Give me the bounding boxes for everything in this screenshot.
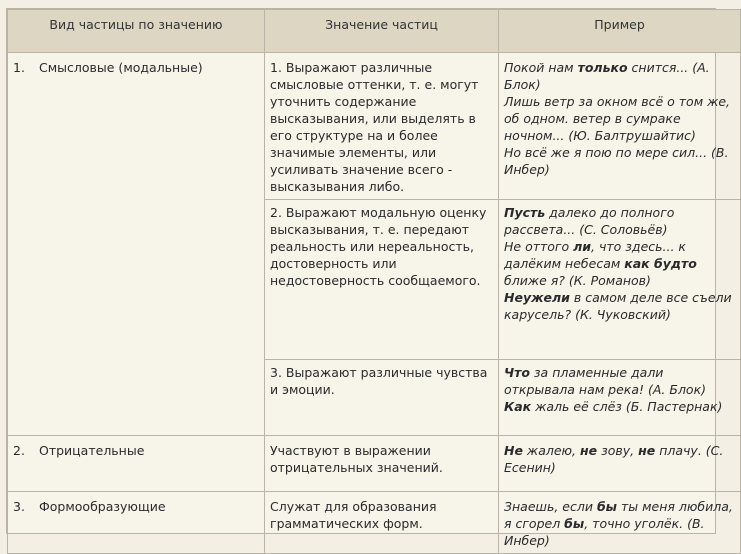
example-cell — [499, 436, 741, 492]
example-text: за пламенные дали открывала нам река! (А. Блок) — [504, 365, 707, 397]
example-text: Покой нам — [504, 60, 578, 75]
header-kind: Вид частицы по значению — [8, 10, 265, 53]
example-text: плачу. (С. Есенин) — [504, 443, 724, 475]
row-number: 1. — [13, 60, 25, 75]
table-header-row — [8, 10, 741, 53]
table-body — [8, 53, 741, 554]
example-text: снится... (А. Блок) — [504, 60, 710, 92]
example-cell — [499, 360, 741, 436]
particle-highlight: Не — [504, 443, 523, 458]
example-text: далеко до полного рассвета... (С. Соловьёв) — [504, 205, 675, 237]
example-text: Лишь ветр за окном всё о том же, об одном. ветер в сумраке ночном... (Ю. Балтрушайтис) — [504, 94, 731, 143]
row-number: 3. — [13, 499, 25, 514]
example-text: жаль её слёз (Б. Пастернак) — [531, 399, 723, 414]
meaning-cell: Участвуют в выражении отрицательных значений. — [265, 436, 499, 492]
example-cell — [499, 53, 741, 200]
kind-cell — [8, 436, 265, 492]
kind-cell — [8, 492, 265, 554]
kind-label: Отрицательные — [39, 443, 145, 458]
kind-label: Смысловые (модальные) — [39, 60, 203, 75]
header-example: Пример — [499, 10, 741, 53]
meaning-cell: 1. Выражают различные смысловые оттенки, т. е. могут уточнить содержание высказывания, или выделять в его структуре на и более значимые элементы, или усиливать значение всего - высказывания либо. — [265, 53, 499, 200]
example-text: зову, — [597, 443, 639, 458]
meaning-cell: 2. Выражают модальную оценку высказывания, т. е. передают реальность или нереальность, достоверность или недостоверность сообщаемого. — [265, 200, 499, 360]
header-meaning: Значение частиц — [265, 10, 499, 53]
example-text: , что здесь... к далёким небесам — [504, 239, 686, 271]
particle-highlight: не — [638, 443, 656, 458]
example-text: жалею, — [522, 443, 580, 458]
example-text: ближе я? (К. Романов) — [504, 273, 651, 288]
row-number: 2. — [13, 443, 25, 458]
meaning-cell: 3. Выражают различные чувства и эмоции. — [265, 360, 499, 436]
particles-table — [7, 9, 741, 554]
meaning-cell: Служат для образования грамматических форм. — [265, 492, 499, 554]
particle-highlight: Как — [504, 399, 532, 414]
particle-highlight: бы — [564, 516, 585, 531]
particle-highlight: Неужели — [504, 290, 570, 305]
example-text: в самом деле все съели карусель? (К. Чуковский) — [504, 290, 732, 322]
example-text: , точно уголёк. (В. Инбер) — [504, 516, 705, 548]
example-text: Не оттого — [504, 239, 574, 254]
example-text: ты меня любила, я сгорел — [504, 499, 733, 531]
example-cell — [499, 492, 741, 554]
kind-label: Формообразующие — [39, 499, 166, 514]
particle-highlight: как будто — [624, 256, 697, 271]
table-row — [8, 53, 741, 200]
particle-highlight: бы — [596, 499, 617, 514]
particle-highlight: Пусть — [504, 205, 546, 220]
table-row — [8, 436, 741, 492]
kind-cell — [8, 53, 265, 436]
particle-highlight: не — [580, 443, 598, 458]
particle-highlight: ли — [573, 239, 592, 254]
particles-table-frame — [6, 8, 733, 548]
example-cell — [499, 200, 741, 360]
table-row — [8, 492, 741, 554]
particle-highlight: только — [577, 60, 628, 75]
particle-highlight: Что — [504, 365, 530, 380]
example-text: Но всё же я пою по мере сил... (В. Инбер) — [504, 145, 729, 177]
example-text: Знаешь, если — [504, 499, 597, 514]
